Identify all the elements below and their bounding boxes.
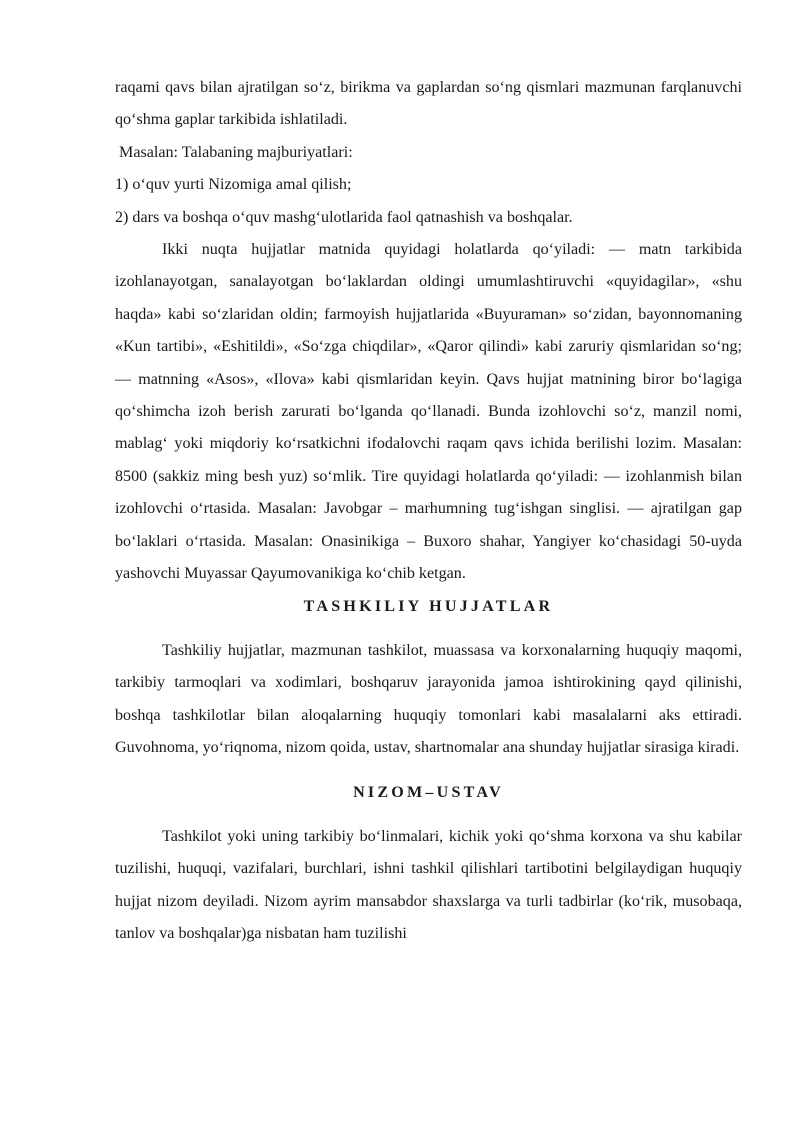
list-item-2: 2) dars va boshqa o‘quv mashg‘ulotlarida faol qatnashish va boshqalar.: [115, 208, 573, 226]
paragraph-tashkiliy: Tashkiliy hujjatlar, mazmunan tashkilot, muassasa va korxonalarning huquqiy maqomi, tarkibiy tarmoqlari va xodimlari, boshqaruv jarayonida jamoa ishtirokining qayd qilinishi, boshqa tashkilotlar bilan aloqalarning huquqiy tomonlari kabi masalalarni aks ettiradi. Guvohnoma, yo‘riqnoma, nizom qoida, ustav, shartnomalar ana shunday hujjatlar sirasiga kiradi.: [115, 641, 742, 757]
section-heading-nizom: NIZOM–USTAV: [353, 783, 504, 801]
paragraph-punctuation: Ikki nuqta hujjatlar matnida quyidagi holatlarda qo‘yiladi: — matn tarkibida izohlanayotgan, sanalayotgan bo‘laklardan oldingi umumlashtiruvchi «quyidagilar», «shu haqda» kabi so‘zlaridan oldin; farmoyish hujjatlarida «Buyuraman» so‘zidan, bayonnomaning «Kun tartibi», «Eshitildi», «So‘zga chiqdilar», «Qaror qilindi» kabi zaruriy qismlaridan so‘ng; — matnning «Asos», «Ilova» kabi qismlaridan keyin. Qavs hujjat matnining biror bo‘lagiga qo‘shimcha izoh berish zarurati bo‘lganda qo‘llanadi. Bunda izohlovchi so‘z, manzil nomi, mablag‘ yoki miqdoriy ko‘rsatkichni ifodalovchi raqam qavs ichida berilishi lozim. Masalan: 8500 (sakkiz ming besh yuz) so‘mlik. Tire quyidagi holatlarda qo‘yiladi: — izohlanmish bilan izohlovchi o‘rtasida. Masalan: Javobgar – marhumning tug‘ishgan singlisi. — ajratilgan gap bo‘laklari o‘rtasida. Masalan: Onasinikiga – Buxoro shahar, Yangiyer ko‘chasidagi 50-uyda yashovchi Muyassar Qayumovanikiga ko‘chib ketgan.: [115, 241, 742, 583]
paragraph-intro: raqami qavs bilan ajratilgan so‘z, birikma va gaplardan so‘ng qismlari mazmunan farqlanuvchi qo‘shma gaplar tarkibida ishlatiladi.: [115, 79, 742, 129]
document-page: [115, 72, 742, 951]
paragraph-nizom: Tashkilot yoki uning tarkibiy bo‘linmalari, kichik yoki qo‘shma korxona va shu kabilar tuzilishi, huquqi, vazifalari, burchlari, ishni tashkil qilishlari tartibotini belgilaydigan huquqiy hujjat nizom deyiladi. Nizom ayrim mansabdor shaxslarga va turli tadbirlar (ko‘rik, musobaqa, tanlov va boshqalar)ga nisbatan ham tuzilishi: [115, 827, 742, 943]
list-item-1: 1) o‘quv yurti Nizomiga amal qilish;: [115, 176, 352, 194]
section-heading-tashkiliy: TASHKILIY HUJJATLAR: [303, 597, 554, 615]
paragraph-example-label: Masalan: Talabaning majburiyatlari:: [115, 143, 353, 161]
